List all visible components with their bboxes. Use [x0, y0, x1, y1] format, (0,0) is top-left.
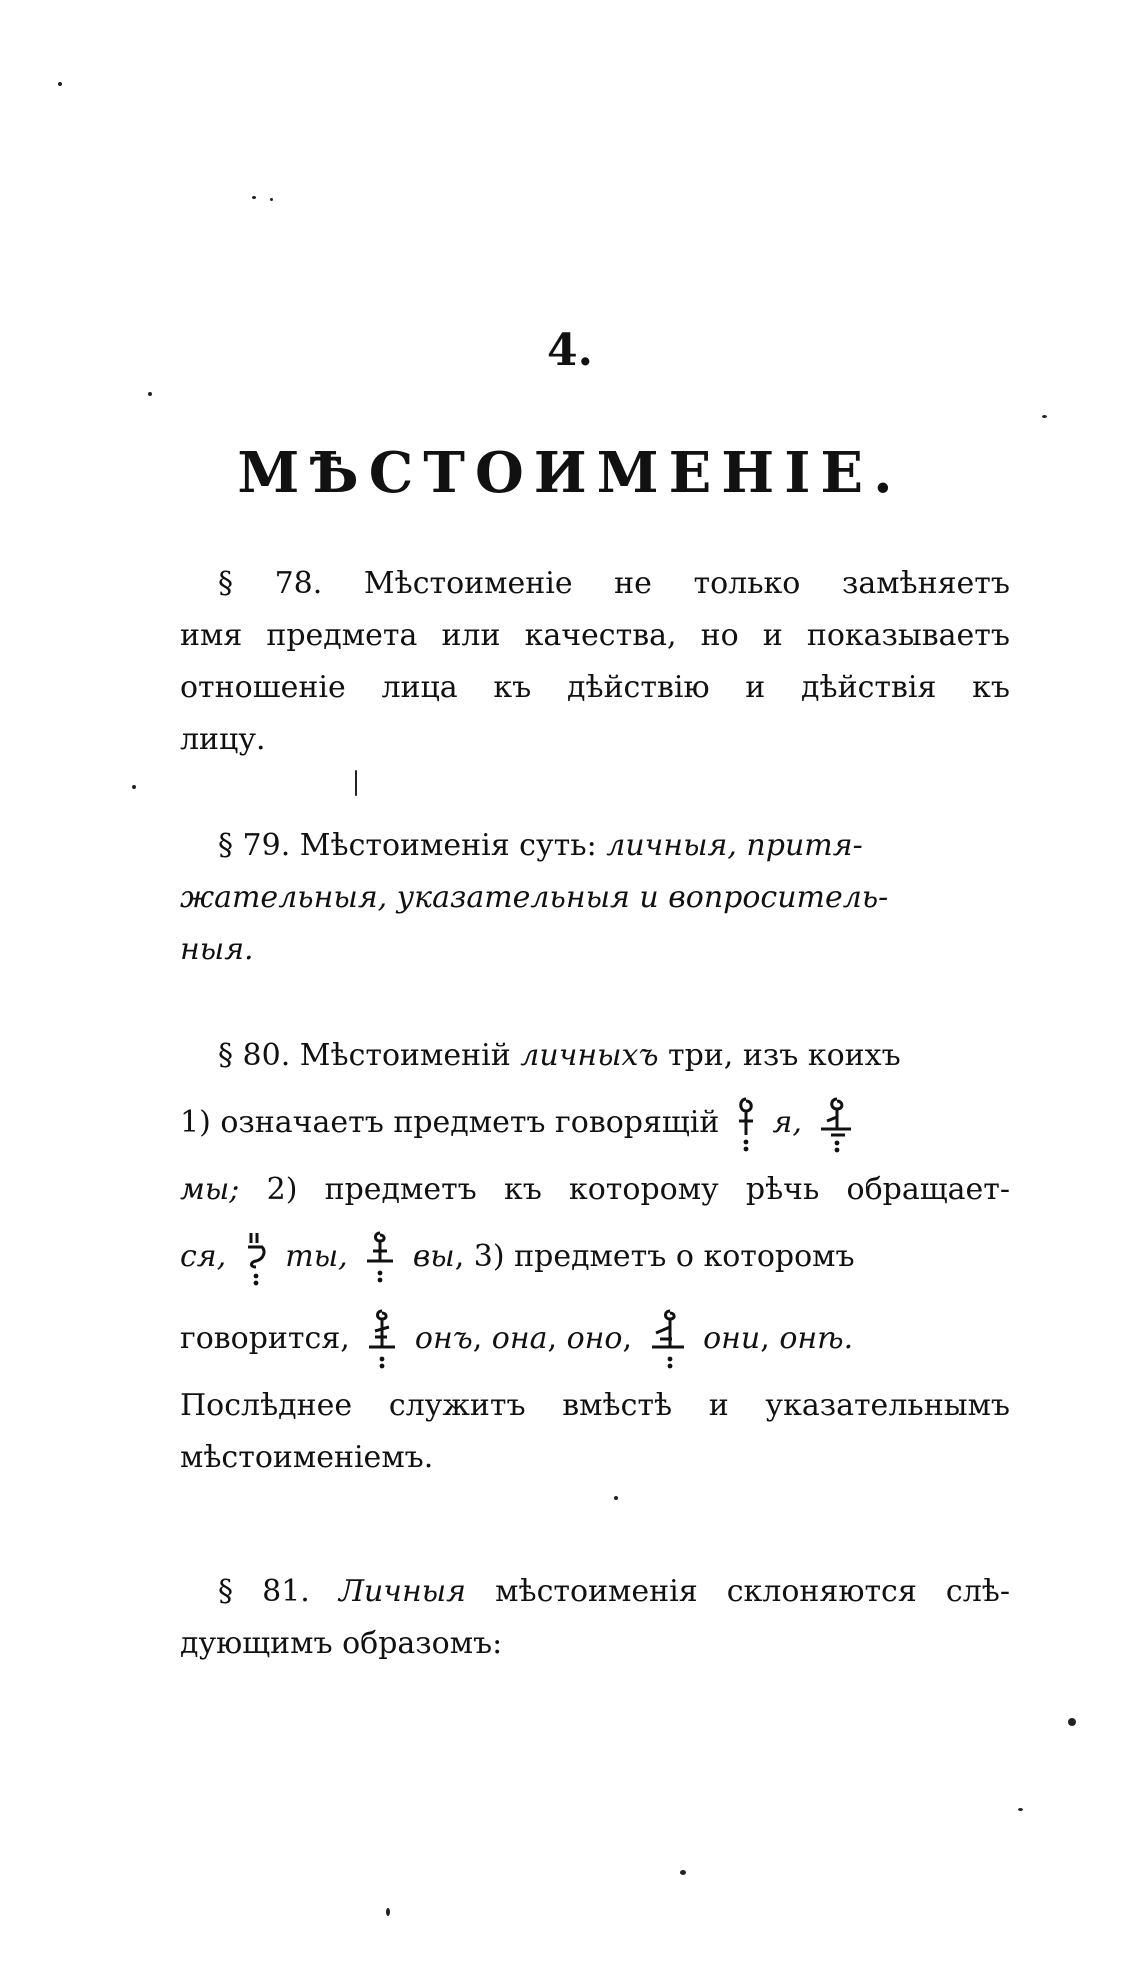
paragraph-80: [180, 1030, 1010, 1484]
p78-line-4: лицу.: [180, 722, 266, 757]
paragraph-78: [180, 558, 1010, 766]
p80-line-3-rest: 2) предметъ къ которому рѣчь обращает-: [239, 1172, 1010, 1207]
scan-speck: [1018, 1808, 1023, 1811]
paragraph-79: [180, 820, 1010, 976]
p79-line-3-italic: ныя.: [180, 932, 254, 967]
p81-line-1-end: мѣстоименія склоняются слѣ-: [466, 1574, 1010, 1609]
p80-word-my: мы;: [180, 1172, 240, 1207]
p79-line-2: [180, 872, 1010, 924]
p79-line-2-italic: жательныя, указательныя и вопроситель-: [180, 880, 889, 915]
p80-line-6: Послѣднее служитъ вмѣстѣ и указательнымъ: [180, 1388, 1010, 1423]
p80-word-ty: ты,: [285, 1239, 348, 1274]
p78-line-2: имя предмета или качества, но и показываетъ: [180, 618, 1010, 653]
p80-word-vy: вы: [412, 1239, 455, 1274]
p80-word-ya: я,: [772, 1105, 802, 1140]
p79-line-1-start: § 79. Мѣстоименія суть:: [218, 828, 607, 863]
p80-line-5: говорится, онъ, она, оно, они, онѣ.: [180, 1298, 1010, 1380]
scan-speck: [355, 770, 357, 796]
scan-speck: [1068, 1718, 1076, 1726]
p80-line-1: [180, 1030, 1010, 1082]
mongolian-glyph-tede-icon: [648, 1307, 688, 1373]
scan-speck: [148, 392, 152, 396]
p80-word-on: онъ: [414, 1321, 473, 1356]
mongolian-glyph-chi-icon: [242, 1229, 270, 1287]
p81-line-1-start: § 81.: [218, 1574, 339, 1609]
chapter-number: 4.: [547, 325, 593, 376]
mongolian-glyph-tere-icon: [365, 1307, 399, 1373]
scan-speck: [58, 82, 62, 86]
p79-line-1-italic: личныя, притя-: [606, 828, 863, 863]
p80-line-2: [180, 1082, 1010, 1164]
p79-line-3: [180, 924, 1010, 976]
p80-line-1-italic: личныхъ: [520, 1038, 659, 1073]
p80-line-2-start: 1) означаетъ предметъ говорящій: [180, 1105, 720, 1140]
mongolian-glyph-bida-icon: [817, 1095, 855, 1153]
p80-word-onb: онѣ.: [779, 1321, 854, 1356]
p80-word-oni: они: [703, 1321, 761, 1356]
p80-line-1-end: три, изъ коихъ: [658, 1038, 901, 1073]
p81-line-1-italic: Личныя: [338, 1574, 467, 1609]
p80-word-sya: ся,: [180, 1239, 227, 1274]
p81-line-2: дующимъ образомъ:: [180, 1626, 503, 1661]
paragraph-81: [180, 1566, 1010, 1670]
p80-line-3: [180, 1164, 1010, 1216]
mongolian-glyph-bi-icon: [735, 1095, 757, 1153]
mongolian-glyph-ta-icon: [363, 1229, 397, 1287]
p81-line-1: [180, 1566, 1010, 1618]
scan-speck: [1042, 415, 1047, 418]
scan-speck: [132, 785, 136, 789]
p80-word-ono: оно: [566, 1321, 623, 1356]
p79-line-1: [180, 820, 1010, 872]
p80-line-7: мѣстоименіемъ.: [180, 1440, 434, 1475]
p80-line-4-rest: , 3) предметъ о которомъ: [454, 1239, 855, 1274]
scan-speck: [614, 1496, 618, 1500]
p80-line-5-start: говорится,: [180, 1321, 350, 1356]
p80-line-4: [180, 1216, 1010, 1298]
scan-speck: [252, 196, 256, 199]
p80-line-1-start: § 80. Мѣстоименій: [218, 1038, 521, 1073]
p80-word-ona: она: [491, 1321, 548, 1356]
scan-speck: [680, 1870, 686, 1875]
p78-line-3: отношеніе лица къ дѣйствію и дѣйствія къ: [180, 670, 1010, 705]
p78-line-1: § 78. Мѣстоименіе не только замѣняетъ: [218, 566, 1010, 601]
scan-speck: [270, 198, 273, 201]
chapter-title: МѢСТОИМЕНІЕ.: [237, 440, 903, 506]
scan-speck: [386, 1908, 390, 1916]
